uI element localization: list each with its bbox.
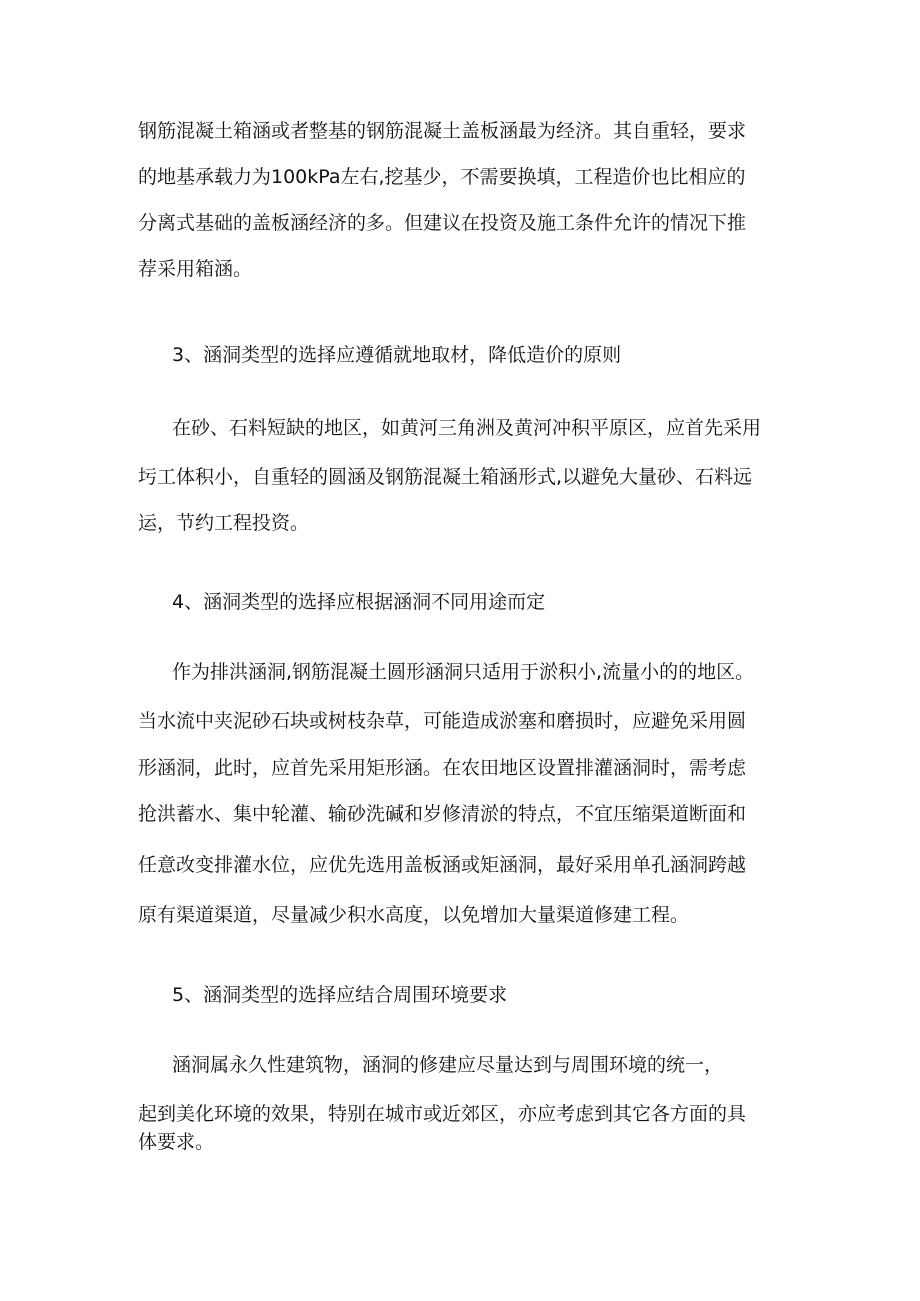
paragraph-3-line-4: 抢洪蓄水、集中轮灌、输砂洗碱和岁修清淤的特点，不宜压缩渠道断面和 bbox=[138, 803, 747, 825]
paragraph-3-line-5: 任意改变排灌水位，应优先选用盖板涵或矩涵洞，最好采用单孔涵洞跨越 bbox=[138, 854, 747, 876]
paragraph-2-line-3: 运，节约工程投资。 bbox=[138, 512, 310, 534]
paragraph-1-line-4: 荐采用箱涵。 bbox=[138, 258, 253, 280]
paragraph-2-line-2: 圬工体积小，自重轻的圆涵及钢筋混凝土箱涵形式,以避免大量砂、石料远 bbox=[138, 466, 753, 488]
paragraph-2-line-1: 在砂、石料短缺的地区，如黄河三角洲及黄河冲积平原区，应首先采用 bbox=[172, 417, 762, 439]
paragraph-3-line-1: 作为排洪涵洞,钢筋混凝土圆形涵洞只适用于淤积小,流量小的的地区。 bbox=[172, 661, 755, 683]
paragraph-4-line-3: 体要求。 bbox=[138, 1131, 215, 1153]
section-heading-3: 3、涵洞类型的选择应遵循就地取材，降低造价的原则 bbox=[172, 344, 622, 366]
paragraph-3-line-3: 形涵洞，此时，应首先采用矩形涵。在农田地区设置排灌涵洞时，需考虑 bbox=[138, 757, 747, 779]
paragraph-4-line-2: 起到美化环境的效果，特别在城市或近郊区，亦应考虑到其它各方面的具 bbox=[138, 1103, 747, 1125]
paragraph-1-line-2: 的地基承载力为100kPa左右,挖基少，不需要换填，工程造价也比相应的 bbox=[138, 166, 746, 188]
paragraph-4-line-1: 涵洞属永久性建筑物，涵洞的修建应尽量达到与周围环境的统一， bbox=[172, 1054, 724, 1076]
section-heading-5: 5、涵洞类型的选择应结合周围环境要求 bbox=[172, 984, 508, 1006]
paragraph-1-line-1: 钢筋混凝土箱涵或者整基的钢筋混凝土盖板涵最为经济。其自重轻，要求 bbox=[138, 120, 747, 142]
paragraph-3-line-2: 当水流中夹泥砂石块或树枝杂草，可能造成淤塞和磨损时，应避免采用圆 bbox=[138, 710, 747, 732]
paragraph-3-line-6: 原有渠道渠道，尽量减少积水高度，以免增加大量渠道修建工程。 bbox=[138, 904, 690, 926]
paragraph-1-line-3: 分离式基础的盖板涵经济的多。但建议在投资及施工条件允许的情况下推 bbox=[138, 212, 747, 234]
section-heading-4: 4、涵洞类型的选择应根据涵洞不同用途而定 bbox=[172, 591, 546, 613]
